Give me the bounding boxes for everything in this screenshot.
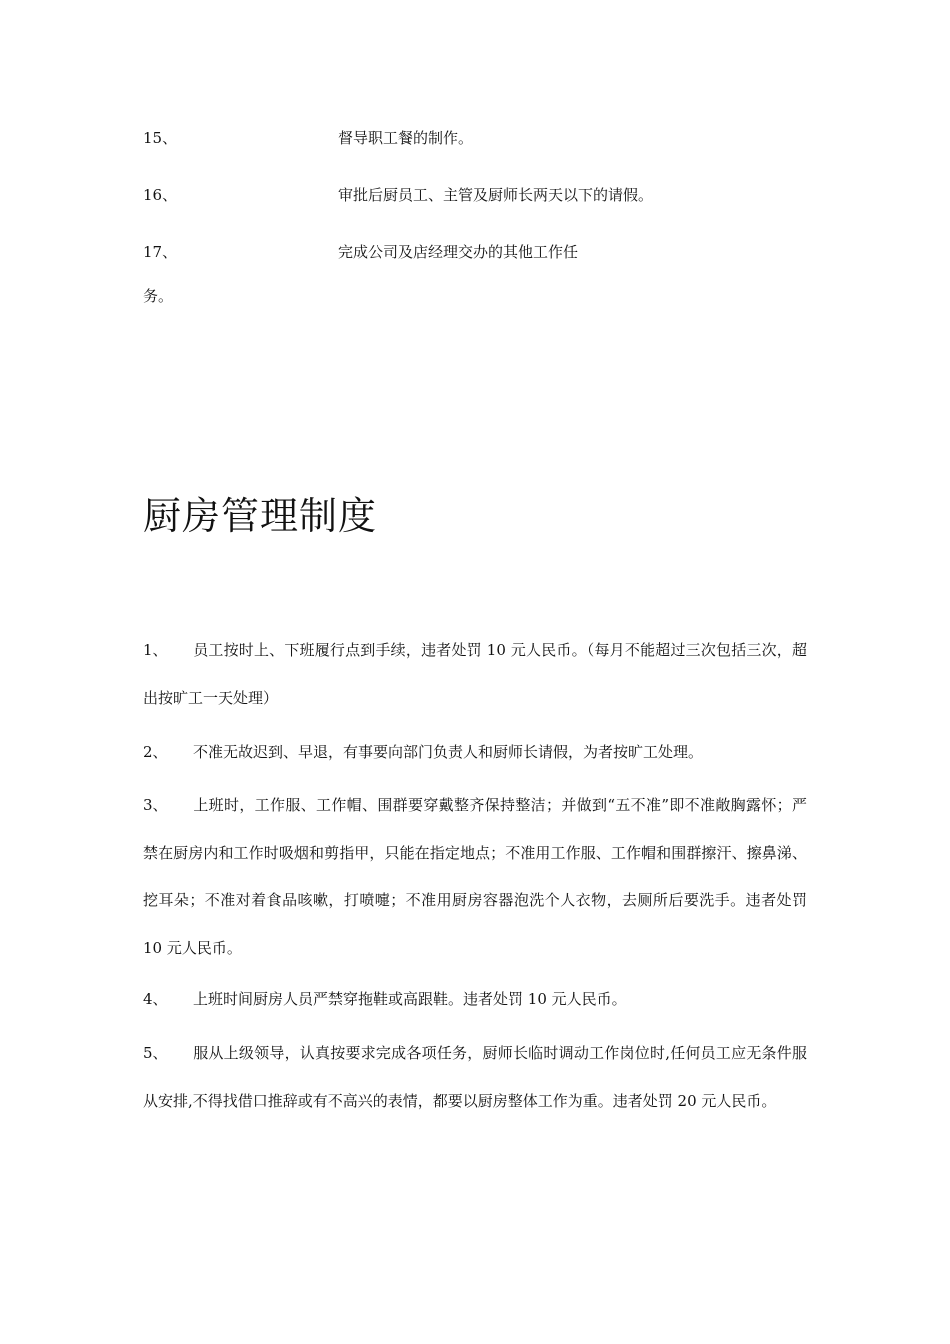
duty-text-16: 审批后厨员工、主管及厨师长两天以下的请假。 xyxy=(338,186,654,204)
rule-item-5 xyxy=(143,1030,807,1125)
rule-number-5: 5、 xyxy=(143,1044,168,1062)
section-title: 厨房管理制度 xyxy=(143,494,378,538)
duty-number-17: 17、 xyxy=(143,243,178,261)
duty-number-16: 16、 xyxy=(143,186,178,204)
rule-item-2 xyxy=(143,729,807,777)
rule-item-3 xyxy=(143,782,807,972)
rule-text-3: 上班时，工作服、工作帽、围群要穿戴整齐保持整洁；并做到“五不准”即不准敞胸露怀；严禁在厨房内和工作时吸烟和剪指甲，只能在指定地点；不准用工作服、工作帽和围群擦汗、擦鼻涕、挖耳朵；不准对着食品咳嗽，打喷嚏；不准用厨房容器泡洗个人衣物，去厕所后要洗手。违者处罚 10 元人民币。 xyxy=(143,796,807,957)
rule-item-1 xyxy=(143,627,807,722)
rule-item-4 xyxy=(143,976,807,1024)
rule-text-5: 服从上级领导，认真按要求完成各项任务，厨师长临时调动工作岗位时,任何员工应无条件服从安排,不得找借口推辞或有不高兴的表情，都要以厨房整体工作为重。违者处罚 20 元人民币。 xyxy=(143,1044,807,1110)
rule-text-1: 员工按时上、下班履行点到手续，违者处罚 10 元人民币。（每月不能超过三次包括三次，超出按旷工一天处理） xyxy=(143,641,807,707)
rule-number-3: 3、 xyxy=(143,796,168,814)
rule-number-1: 1、 xyxy=(143,641,168,659)
duty-text-17: 完成公司及店经理交办的其他工作任 xyxy=(338,243,579,261)
duty-number-15: 15、 xyxy=(143,129,178,147)
duty-text-17-continued: 务。 xyxy=(143,287,174,305)
rule-number-4: 4、 xyxy=(143,990,168,1008)
rule-text-2: 不准无故迟到、早退，有事要向部门负责人和厨师长请假，为者按旷工处理。 xyxy=(193,743,704,761)
rule-number-2: 2、 xyxy=(143,743,168,761)
rule-text-4: 上班时间厨房人员严禁穿拖鞋或高跟鞋。违者处罚 10 元人民币。 xyxy=(193,990,627,1008)
duty-text-15: 督导职工餐的制作。 xyxy=(338,129,474,147)
